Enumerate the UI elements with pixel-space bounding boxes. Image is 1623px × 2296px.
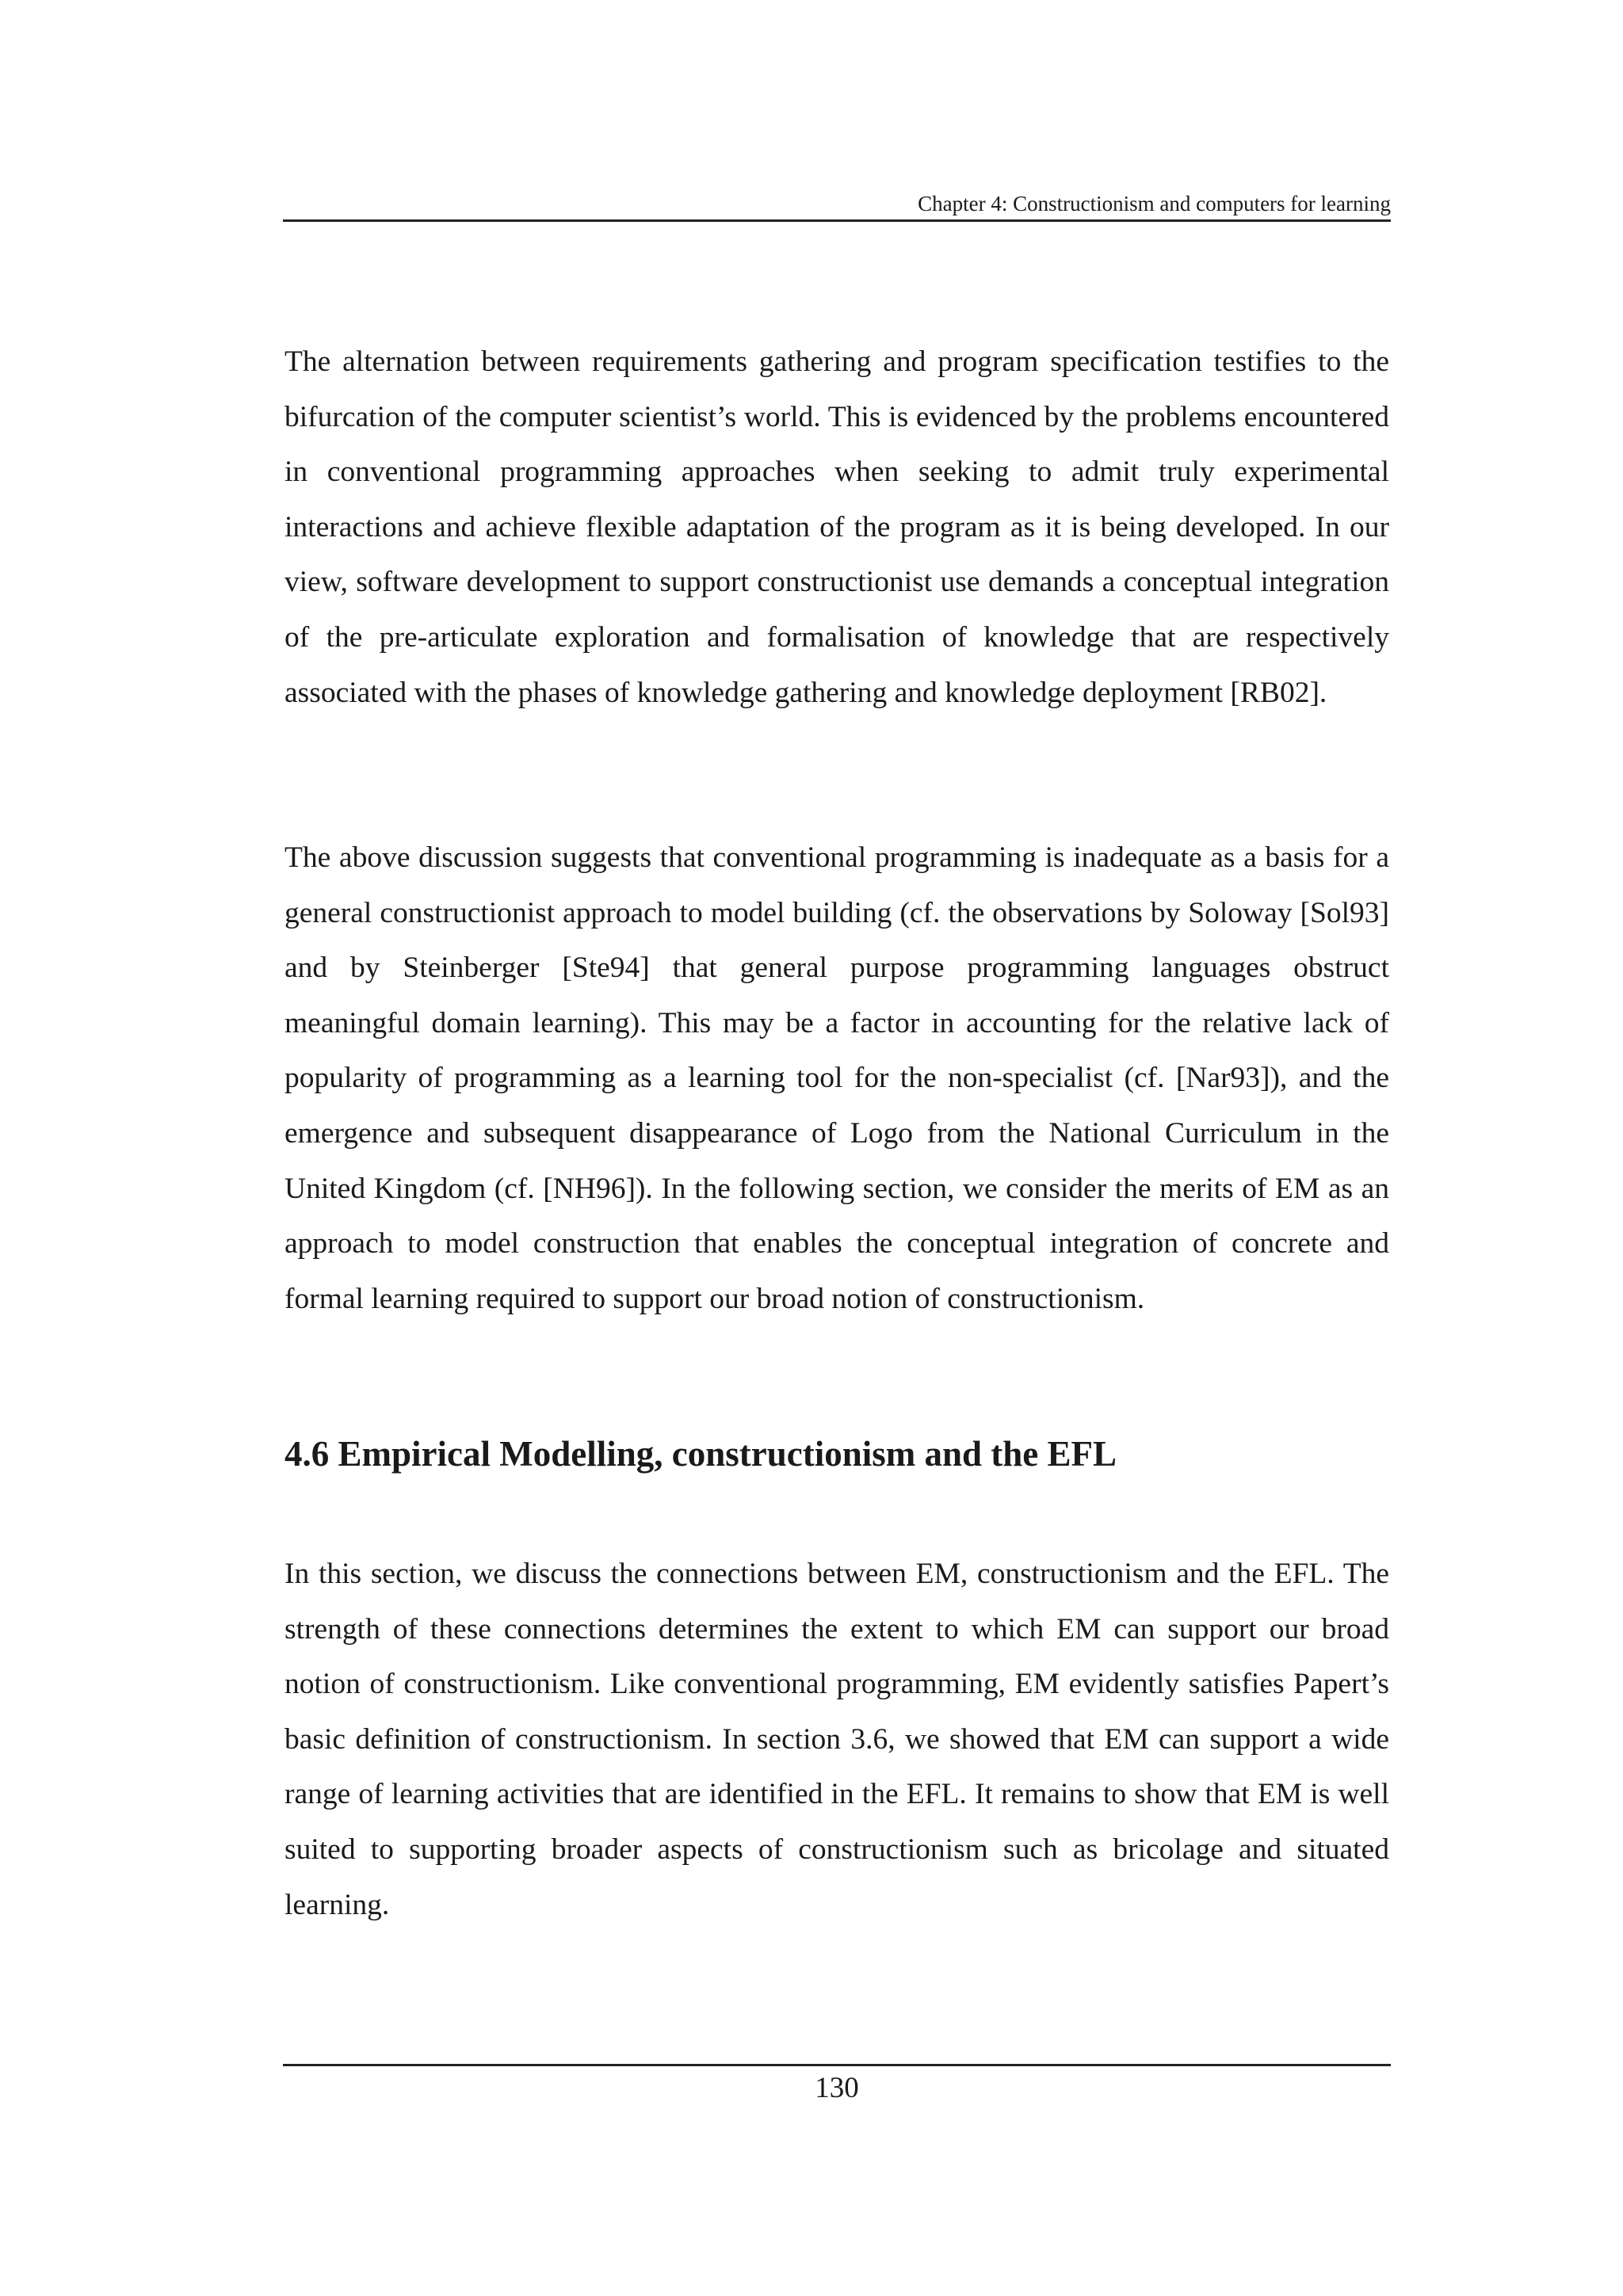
section-paragraph: In this section, we discuss the connections between EM, constructionism and the EFL. The strength of these connections determines the extent to which EM can support our broad notion of constructionism. Like conventional programming, EM evidently satisfies Papert’s basic definition of constructionism. In section 3.6, we showed that EM can support a wide range of learning activities that are identified in the EFL. It remains to show that EM is well suited to supporting broader aspects of constructionism such as bricolage and situated learning. — [285, 1558, 1389, 1921]
page-number: 130 — [815, 2072, 859, 2104]
body-paragraph-2: The above discussion suggests that conventional programming is inadequate as a basis for a general constructionist approach to model building (cf. the observations by Soloway [Sol93] and by Steinberger [Ste94] that general purpose programming languages obstruct meaningful domain learning). This may be a factor in accounting for the relative lack of popularity of programming as a learning tool for the non-specialist (cf. [Nar93]), and the emergence and subsequent disappearance of Logo from the National Curriculum in the United Kingdom (cf. [NH96]). In the following section, we consider the merits of EM as an approach to model construction that enables the conceptual integration of concrete and formal learning required to support our broad notion of constructionism. — [285, 841, 1389, 1315]
body-paragraph-1: The alternation between requirements gathering and program specification testifies to the bifurcation of the computer scientist’s world. This is evidenced by the problems encountered in conventional programming approaches when seeking to admit truly experimental interactions and achieve flexible adaptation of the program as it is being developed. In our view, software development to support constructionist use demands a conceptual integration of the pre-articulate exploration and formalisation of knowledge that are respectively associated with the phases of knowledge gathering and knowledge deployment [RB02]. — [285, 345, 1389, 709]
running-header: Chapter 4: Constructionism and computers for learning — [918, 192, 1391, 215]
section-heading: 4.6 Empirical Modelling, constructionism and the EFL — [285, 1434, 1117, 1474]
header-rule — [283, 219, 1391, 222]
footer-rule — [283, 2064, 1391, 2066]
